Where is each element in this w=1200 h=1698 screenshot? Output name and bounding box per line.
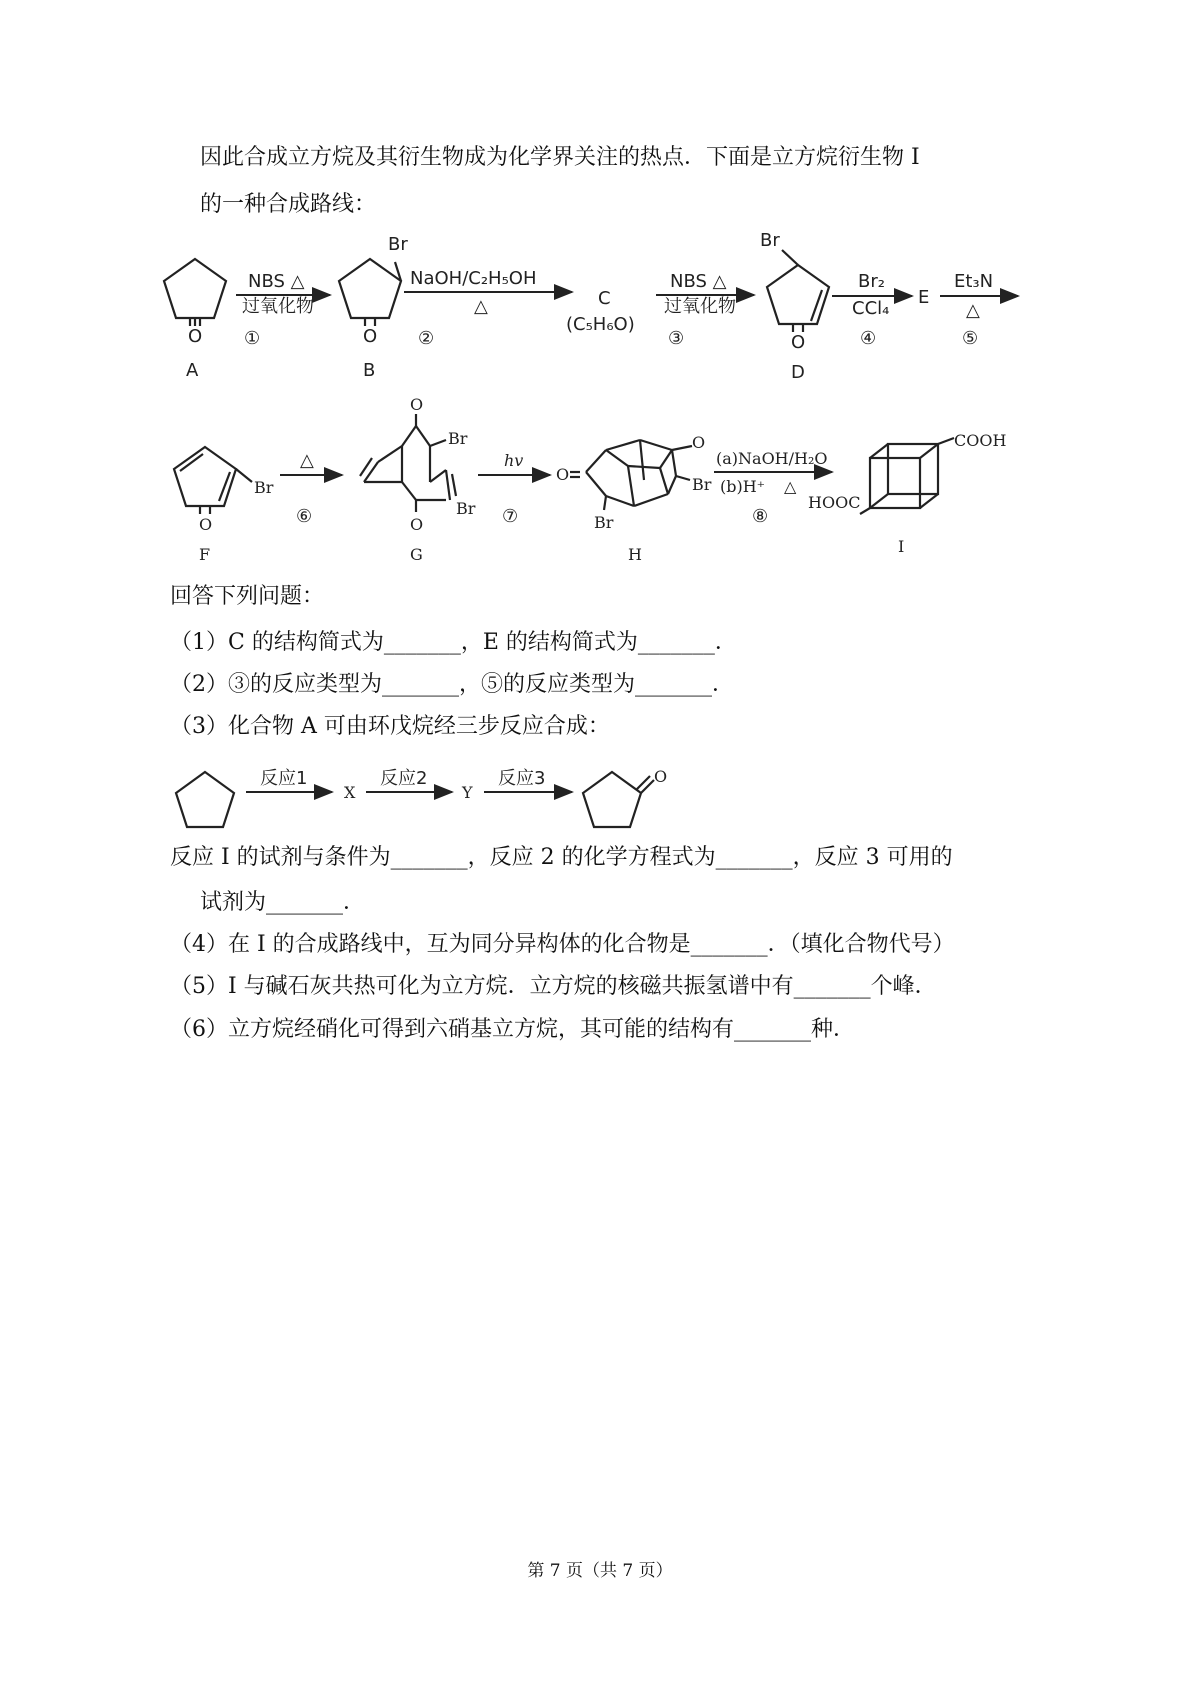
step8-condition: △ (784, 477, 797, 496)
page-footer: 第 7 页（共 7 页） (527, 1561, 673, 1581)
compound-b-structure (339, 259, 401, 326)
question-3-text-1: 反应 I 的试剂与条件为_______，反应 2 的化学方程式为_______，反应 3 可用的 (170, 845, 953, 870)
step5-number: ⑤ (962, 328, 979, 349)
step1-number: ① (244, 328, 261, 349)
question-4: （4）在 I 的合成路线中，互为同分异构体的化合物是_______．（填化合物代号） (170, 932, 955, 957)
compound-g-label: G (410, 545, 423, 564)
step3-condition: 过氧化物 (664, 296, 736, 317)
compound-f-oxygen: O (199, 515, 213, 534)
intro-line-2: 的一种合成路线： (200, 192, 377, 217)
q3-intermediate-y: Y (462, 783, 473, 802)
step4-number: ④ (860, 328, 877, 349)
compound-d-label: D (791, 362, 805, 383)
compound-c-formula: (C₅H₆O) (566, 314, 635, 335)
question-3-text-2: 试剂为_______． (200, 890, 366, 915)
step4-condition: CCl₄ (852, 298, 890, 319)
compound-d-bromine: Br (760, 230, 780, 251)
compound-a-structure (164, 259, 226, 326)
step6-condition: △ (300, 450, 314, 471)
compound-h-structure (570, 440, 692, 510)
compound-a-oxygen: O (188, 326, 203, 347)
step8-number: ⑧ (752, 506, 769, 527)
compound-h-label: H (628, 545, 642, 564)
compound-g-structure (360, 414, 456, 512)
step3-number: ③ (668, 328, 685, 349)
compound-i-label: I (898, 537, 905, 556)
step7-condition: hv (504, 451, 524, 470)
compound-i-structure (860, 438, 954, 514)
compound-h-oxygen-1: O (556, 465, 570, 484)
step1-condition: 过氧化物 (242, 296, 314, 317)
compound-i-cooh: COOH (954, 431, 1007, 450)
compound-e-label: E (918, 287, 930, 308)
compound-b-bromine: Br (388, 234, 408, 255)
step5-condition: △ (966, 300, 980, 321)
compound-h-bromine-2: Br (692, 475, 712, 494)
compound-b-label: B (363, 360, 376, 381)
step1-reagent: NBS △ (248, 271, 305, 292)
question-1: （1）C 的结构简式为_______，E 的结构简式为_______． (170, 630, 737, 655)
compound-i-hooc: HOOC (808, 493, 861, 512)
compound-f-label: F (199, 545, 211, 564)
compound-b-oxygen: O (363, 326, 378, 347)
compound-f-structure (174, 447, 252, 514)
compound-g-bromine-2: Br (456, 499, 476, 518)
compound-f-bromine: Br (254, 478, 274, 497)
intro-line-1: 因此合成立方烷及其衍生物成为化学界关注的热点．下面是立方烷衍生物 I (200, 145, 920, 170)
q3-reaction2-label: 反应2 (380, 768, 428, 789)
questions-heading: 回答下列问题： (170, 584, 325, 609)
step7-number: ⑦ (502, 506, 519, 527)
step5-reagent: Et₃N (954, 271, 994, 292)
compound-h-bromine-1: Br (594, 513, 614, 532)
q3-intermediate-x: X (344, 783, 356, 802)
q3-reaction3-label: 反应3 (498, 768, 546, 789)
step2-number: ② (418, 328, 435, 349)
compound-h-oxygen-2: O (692, 433, 706, 452)
step3-reagent: NBS △ (670, 271, 727, 292)
step8-reagent-b: (b)H⁺ (720, 477, 766, 496)
cyclopentane-structure (176, 772, 234, 827)
step6-number: ⑥ (296, 506, 313, 527)
compound-g-oxygen-top: O (410, 395, 424, 414)
step2-condition: △ (474, 296, 488, 317)
compound-c-label: C (598, 288, 611, 309)
step8-reagent-a: (a)NaOH/H₂O (716, 449, 828, 468)
compound-g-oxygen-bottom: O (410, 515, 424, 534)
compound-d-structure (767, 250, 829, 332)
step2-reagent: NaOH/C₂H₅OH (410, 268, 537, 289)
question-6: （6）立方烷经硝化可得到六硝基立方烷，其可能的结构有_______种． (170, 1017, 855, 1042)
question-5: （5）I 与碱石灰共热可化为立方烷．立方烷的核磁共振氢谱中有_______个峰． (170, 974, 937, 999)
compound-d-oxygen: O (791, 332, 806, 353)
compound-g-bromine-1: Br (448, 429, 468, 448)
cyclopentanone-product-structure (583, 772, 654, 827)
question-2: （2）③的反应类型为_______，⑤的反应类型为_______． (170, 672, 734, 697)
step4-reagent: Br₂ (858, 271, 885, 292)
q3-product-oxygen: O (654, 767, 668, 786)
compound-a-label: A (186, 360, 199, 381)
q3-reaction1-label: 反应1 (260, 768, 308, 789)
question-3: （3）化合物 A 可由环戊烷经三步反应合成： (170, 714, 610, 739)
